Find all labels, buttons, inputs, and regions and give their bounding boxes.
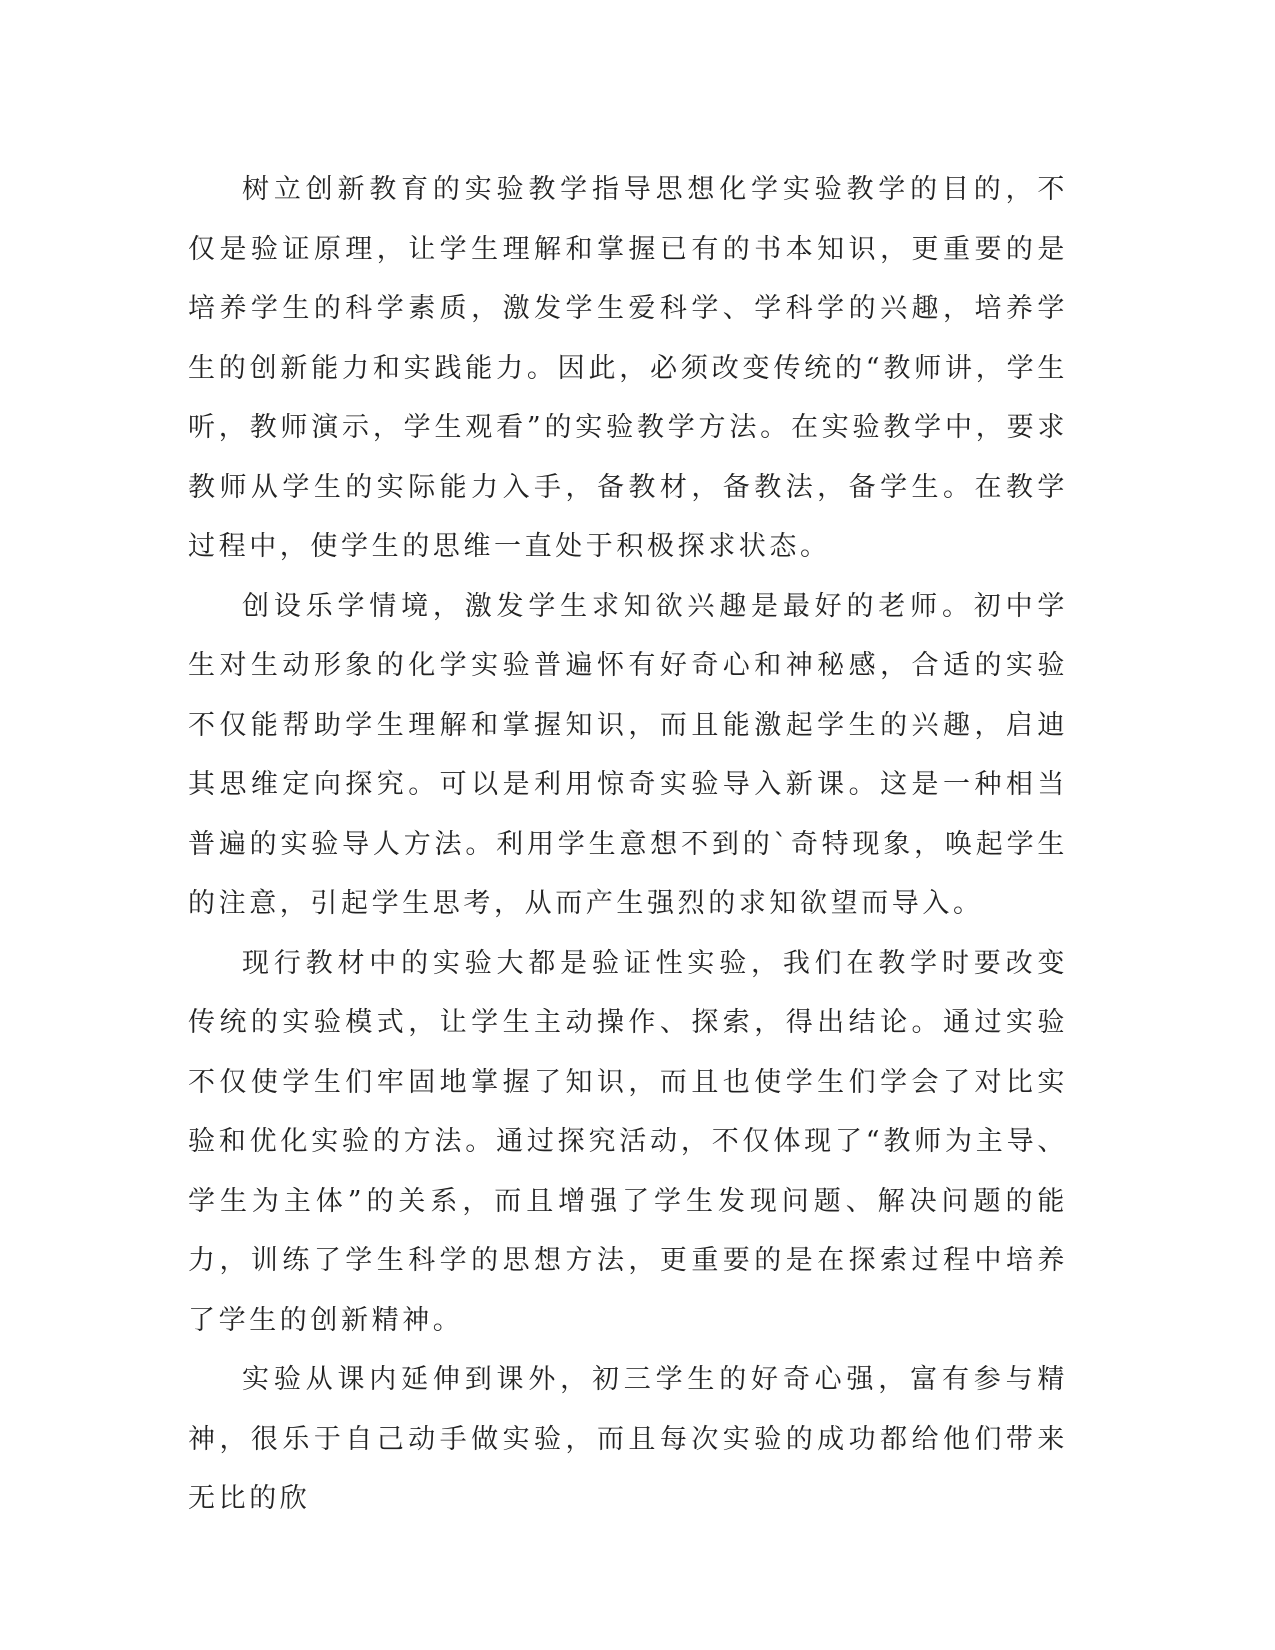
- paragraph-experiment-model: 现行教材中的实验大都是验证性实验，我们在教学时要改变传统的实验模式，让学生主动操作、探索，得出结论。通过实验不仅使学生们牢固地掌握了知识，而且也使学生们学会了对比实验和优化实验的方法。通过探究活动，不仅体现了“教师为主导、学生为主体”的关系，而且增强了学生发现问题、解决问题的能力，训练了学生科学的思想方法，更重要的是在探索过程中培养了学生的创新精神。: [188, 947, 1068, 1336]
- paragraph-learning-context: 创设乐学情境，激发学生求知欲兴趣是最好的老师。初中学生对生动形象的化学实验普遍怀有好奇心和神秘感，合适的实验不仅能帮助学生理解和掌握知识，而且能激起学生的兴趣，启迪其思维定向探究。可以是利用惊奇实验导入新课。这是一种相当普遍的实验导人方法。利用学生意想不到的`奇特现象，唤起学生的注意，引起学生思考，从而产生强烈的求知欲望而导入。: [188, 590, 1068, 919]
- document-body: [188, 160, 1068, 1529]
- paragraph-extracurricular: 实验从课内延伸到课外，初三学生的好奇心强，富有参与精神，很乐于自己动手做实验，而且每次实验的成功都给他们带来无比的欣: [188, 1364, 1068, 1514]
- paragraph-teaching-philosophy: 树立创新教育的实验教学指导思想化学实验教学的目的，不仅是验证原理，让学生理解和掌握已有的书本知识，更重要的是培养学生的科学素质，激发学生爱科学、学科学的兴趣，培养学生的创新能力和实践能力。因此，必须改变传统的“教师讲，学生听，教师演示，学生观看”的实验教学方法。在实验教学中，要求教师从学生的实际能力入手，备教材，备教法，备学生。在教学过程中，使学生的思维一直处于积极探求状态。: [188, 174, 1068, 562]
